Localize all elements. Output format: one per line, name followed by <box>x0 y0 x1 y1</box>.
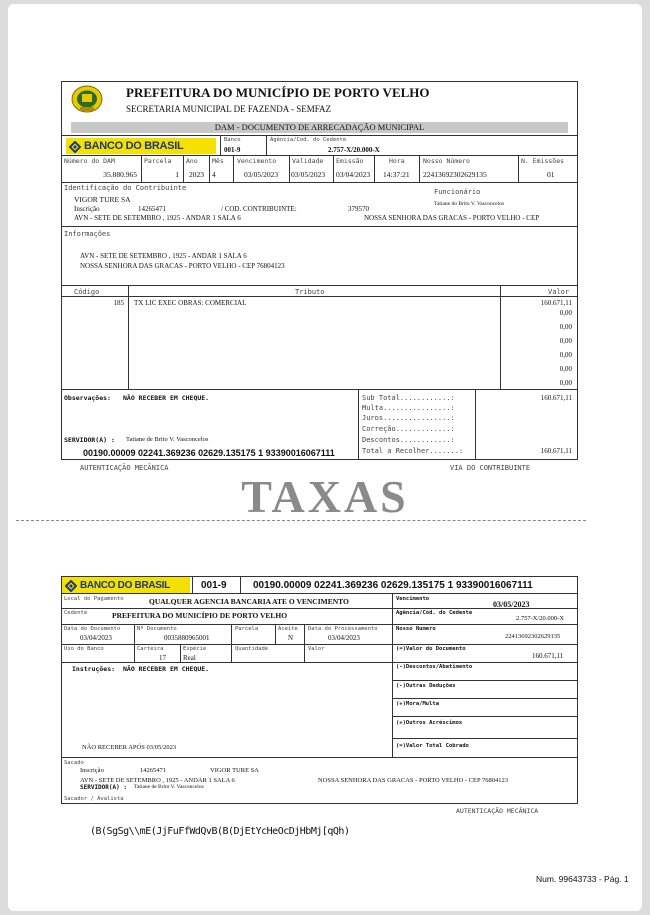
servidor-value: Tatiane de Brito V. Vasconcelos <box>126 436 209 443</box>
sacado-label: Sacado <box>64 760 84 766</box>
vencimento-value: 03/05/2023 <box>244 170 279 179</box>
valor-documento-label: (=)Valor do Documento <box>396 646 466 652</box>
subtotal-label: Sub Total............: <box>362 394 455 402</box>
dam-number-label: Número do DAM <box>64 157 115 165</box>
boleto-linha-digitavel: 00190.00009 02241.369236 02629.135175 1 93390016067111 <box>253 580 533 591</box>
valor-boleto-label: Valor <box>308 646 325 652</box>
contribuinte-address: AVN - SETE DE SETEMBRO , 1925 - ANDAR 1 SALA 6 <box>74 214 241 222</box>
divider <box>141 156 142 183</box>
divider <box>128 286 129 390</box>
tributo-zero-value: 0,00 <box>559 323 572 331</box>
descontos-abatimento-label: (-)Descontos/Abatimento <box>396 664 473 670</box>
divider <box>231 644 232 662</box>
divider <box>304 644 305 662</box>
divider <box>240 576 241 594</box>
num-documento-label: Nº Documento <box>137 626 177 632</box>
funcionario-label: Funcionário <box>434 188 481 196</box>
document-page <box>8 4 642 911</box>
sacador-avalista-label: Sacador / Avalista <box>64 796 124 802</box>
uso-banco-label: Uso do Banco <box>64 646 104 652</box>
bb-mark-icon <box>65 579 77 591</box>
divider <box>392 594 393 758</box>
outras-deducoes-label: (-)Outras Deduções <box>396 683 456 689</box>
mes-label: Mês <box>212 157 224 165</box>
correcao-label: Correção.............: <box>362 425 455 433</box>
divider <box>134 624 135 644</box>
tributo-codigo: 185 <box>113 299 124 307</box>
parcela-label: Parcela <box>144 157 172 165</box>
data-documento-label: Data do Documento <box>64 626 121 632</box>
hora-label: Hora <box>389 157 405 165</box>
tributo-zero-value: 0,00 <box>559 309 572 317</box>
nosso-numero-label: Nosso Número <box>423 157 470 165</box>
divider <box>209 156 210 183</box>
banco-do-brasil-logo-boleto <box>62 577 190 593</box>
servidor-label: SERVIDOR(A) : <box>64 436 115 444</box>
divider <box>233 156 234 183</box>
validade-value: 03/05/2023 <box>291 170 326 179</box>
divider <box>419 156 420 183</box>
divider <box>134 644 135 662</box>
inscricao-value: 14265471 <box>138 205 166 213</box>
prefeitura-seal-icon <box>70 84 104 114</box>
prefeitura-title: PREFEITURA DO MUNICÍPIO DE PORTO VELHO <box>126 85 430 100</box>
valor-total-cobrado-label: (=)Valor Total Cobrado <box>396 743 469 749</box>
divider <box>289 156 290 183</box>
data-processamento-value: 03/04/2023 <box>328 634 360 642</box>
bb-logo-text: BANCO DO BRASIL <box>84 140 184 152</box>
tributo-zero-value: 0,00 <box>559 351 572 359</box>
valor-documento-value: 160.671,11 <box>532 652 564 660</box>
divider <box>500 286 501 390</box>
divider <box>275 624 276 644</box>
divider <box>392 716 578 717</box>
divider <box>392 698 578 699</box>
especie-label: Espécie <box>183 646 207 652</box>
agencia-value: 2.757-X/20.000-X <box>328 146 380 154</box>
divider <box>61 624 578 625</box>
cedente-label: Cedente <box>64 610 88 616</box>
data-documento-value: 03/04/2023 <box>80 634 112 642</box>
agencia-cedente-value: 2.757-X/20.000-X <box>516 615 565 622</box>
parcela-value: 1 <box>175 170 179 179</box>
hora-value: 14:37:21 <box>383 170 410 179</box>
mora-multa-label: (+)Mora/Multa <box>396 701 440 707</box>
descontos-label: Descontos............: <box>362 436 455 444</box>
total-recolher-label: Total a Recolher.......: <box>362 447 464 455</box>
ano-value: 2023 <box>189 170 204 179</box>
divider <box>220 136 221 156</box>
divider <box>333 156 334 183</box>
nao-receber-apos: NÃO RECEBER APÓS 03/05/2023 <box>82 744 177 751</box>
divider <box>61 662 578 663</box>
divider <box>266 136 267 156</box>
aceite-label: Aceite <box>278 626 298 632</box>
subtotal-value: 160.671,11 <box>540 394 572 402</box>
taxas-watermark: TAXAS <box>241 471 409 522</box>
mes-value: 4 <box>212 170 216 179</box>
sacado-inscricao-label: Inscrição <box>80 767 104 774</box>
num-documento-value: 0035880965001 <box>164 634 210 642</box>
divider <box>192 576 193 594</box>
cod-contribuinte-value: 379570 <box>348 205 369 213</box>
sacado-address: AVN - SETE DE SETEMBRO , 1925 - ANDAR 1 SALA 6 <box>80 777 235 784</box>
divider <box>358 390 359 460</box>
divider <box>183 156 184 183</box>
quantidade-label: Quantidade <box>235 646 269 652</box>
validade-label: Validade <box>292 157 324 165</box>
local-pagamento-value: QUALQUER AGENCIA BANCARIA ATE O VENCIMENTO <box>149 597 349 606</box>
divider <box>180 644 181 662</box>
carteira-label: Carteira <box>137 646 164 652</box>
data-processamento-label: Data do Processamento <box>308 626 378 632</box>
instrucoes-label: Instruções: <box>72 665 116 673</box>
observacoes-label: Observações: <box>64 394 111 402</box>
agencia-cedente-label: Agência/Cód. do Cedente <box>396 610 473 616</box>
tributo-zero-value: 0,00 <box>559 379 572 387</box>
juros-label: Juros................: <box>362 414 455 422</box>
boleto-bank-code: 001-9 <box>201 580 227 591</box>
multa-label: Multa................: <box>362 404 455 412</box>
page-number: Num. 99643733 - Pág. 1 <box>536 874 629 884</box>
especie-value: Real <box>183 654 196 662</box>
cod-contribuinte-label: / COD. CONTRIBUINTE: <box>221 205 297 213</box>
vencimento-boleto-value: 03/05/2023 <box>493 600 530 609</box>
contribuinte-label: Identificação do Contribuinte <box>64 184 187 192</box>
tributo-valor: 160.671,11 <box>540 299 572 307</box>
divider <box>392 738 578 739</box>
nosso-numero-boleto-value: 22413692302629135 <box>505 633 561 640</box>
banco-do-brasil-logo <box>66 138 216 154</box>
divider <box>392 680 578 681</box>
tributo-zero-value: 0,00 <box>559 337 572 345</box>
instrucoes-text: NÃO RECEBER EM CHEQUE. <box>123 665 210 673</box>
autenticacao-top: AUTENTICAÇÃO MECÂNICA <box>80 464 169 472</box>
outros-acrescimos-label: (+)Outros Acréscimos <box>396 720 463 726</box>
sacado-bairro: NOSSA SENHORA DAS GRACAS - PORTO VELHO - CEP 76804123 <box>318 777 509 784</box>
divider <box>374 156 375 183</box>
emissao-label: Emissão <box>336 157 364 165</box>
informacoes-line2: NOSSA SENHORA DAS GRACAS - PORTO VELHO - CEP 76804123 <box>80 262 285 270</box>
tributo-zero-value: 0,00 <box>559 365 572 373</box>
informacoes-line1: AVN - SETE DE SETEMBRO , 1925 - ANDAR 1 SALA 6 <box>80 252 247 260</box>
contribuinte-name: VIGOR TURE SA <box>74 195 131 204</box>
divider <box>518 156 519 183</box>
tributo-descricao: TX LIC EXEC OBRAS: COMERCIAL <box>134 299 247 307</box>
nosso-numero-value: 22413692302629135 <box>423 170 487 179</box>
semfaz-subtitle: SECRETARIA MUNICIPAL DE FAZENDA - SEMFAZ <box>126 104 332 114</box>
codigo-header: Código <box>74 288 100 296</box>
bb-mark-icon <box>69 140 81 152</box>
vencimento-label: Vencimento <box>237 157 277 165</box>
divider <box>61 644 578 645</box>
cut-line <box>16 520 586 521</box>
divider <box>304 624 305 644</box>
observacoes-text: NÃO RECEBER EM CHEQUE. <box>123 394 210 402</box>
valor-header: Valor <box>548 288 570 296</box>
parcela-boleto-label: Parcela <box>235 626 259 632</box>
vencimento-boleto-label: Vencimento <box>396 596 430 602</box>
barcode-encoded-text: (B(SgSg\\mE(JjFuFfWdQvB(B(DjEtYcHeOcDjHbMj[qQh) <box>90 826 350 837</box>
funcionario-value: Tatiane do Brito V. Vasconcelos <box>434 201 505 207</box>
ano-label: Ano <box>186 157 198 165</box>
via-contribuinte: VIA DO CONTRIBUINTE <box>450 464 531 472</box>
dam-number-value: 35.880.965 <box>103 170 137 179</box>
dam-title: DAM - DOCUMENTO DE ARRECADAÇÃO MUNICIPAL <box>71 122 568 133</box>
banco-label: Banco <box>224 137 241 143</box>
linha-digitavel-top: 00190.00009 02241.369236 02629.135175 1 93390016067111 <box>83 448 335 458</box>
inscricao-label: Inscrição <box>74 205 100 213</box>
emissoes-label: N. Emissões <box>521 157 565 165</box>
tributo-header: Tributo <box>295 288 325 296</box>
aceite-value: N <box>288 634 294 642</box>
divider <box>231 624 232 644</box>
cedente-value: PREFEITURA DO MUNICÍPIO DE PORTO VELHO <box>112 611 288 620</box>
autenticacao-boleto: AUTENTICAÇÃO MECÂNICA <box>456 807 539 815</box>
sacado-inscricao-value: 14265471 <box>140 767 166 774</box>
sacado-name: VIGOR TURE SA <box>210 767 259 774</box>
bb-logo-text: BANCO DO BRASIL <box>80 579 170 591</box>
nosso-numero-boleto-label: Nosso Numero <box>396 626 436 632</box>
informacoes-label: Informações <box>64 230 111 238</box>
divider <box>475 390 476 460</box>
total-value: 160.671,11 <box>540 447 572 455</box>
emissao-value: 03/04/2023 <box>336 170 371 179</box>
local-pagamento-label: Local do Pagamento <box>64 596 124 602</box>
servidor-boleto-label: SERVIDOR(A) : <box>80 784 127 791</box>
carteira-value: 17 <box>159 654 166 662</box>
contribuinte-bairro: NOSSA SENHORA DAS GRACAS - PORTO VELHO - CEP <box>364 214 540 222</box>
servidor-boleto-value: Tatiane de Brito V. Vasconcelos <box>134 784 204 790</box>
agencia-label: Agência/Cod. do Cedente <box>270 137 347 143</box>
emissoes-value: 01 <box>547 170 555 179</box>
banco-value: 001-9 <box>224 146 241 154</box>
